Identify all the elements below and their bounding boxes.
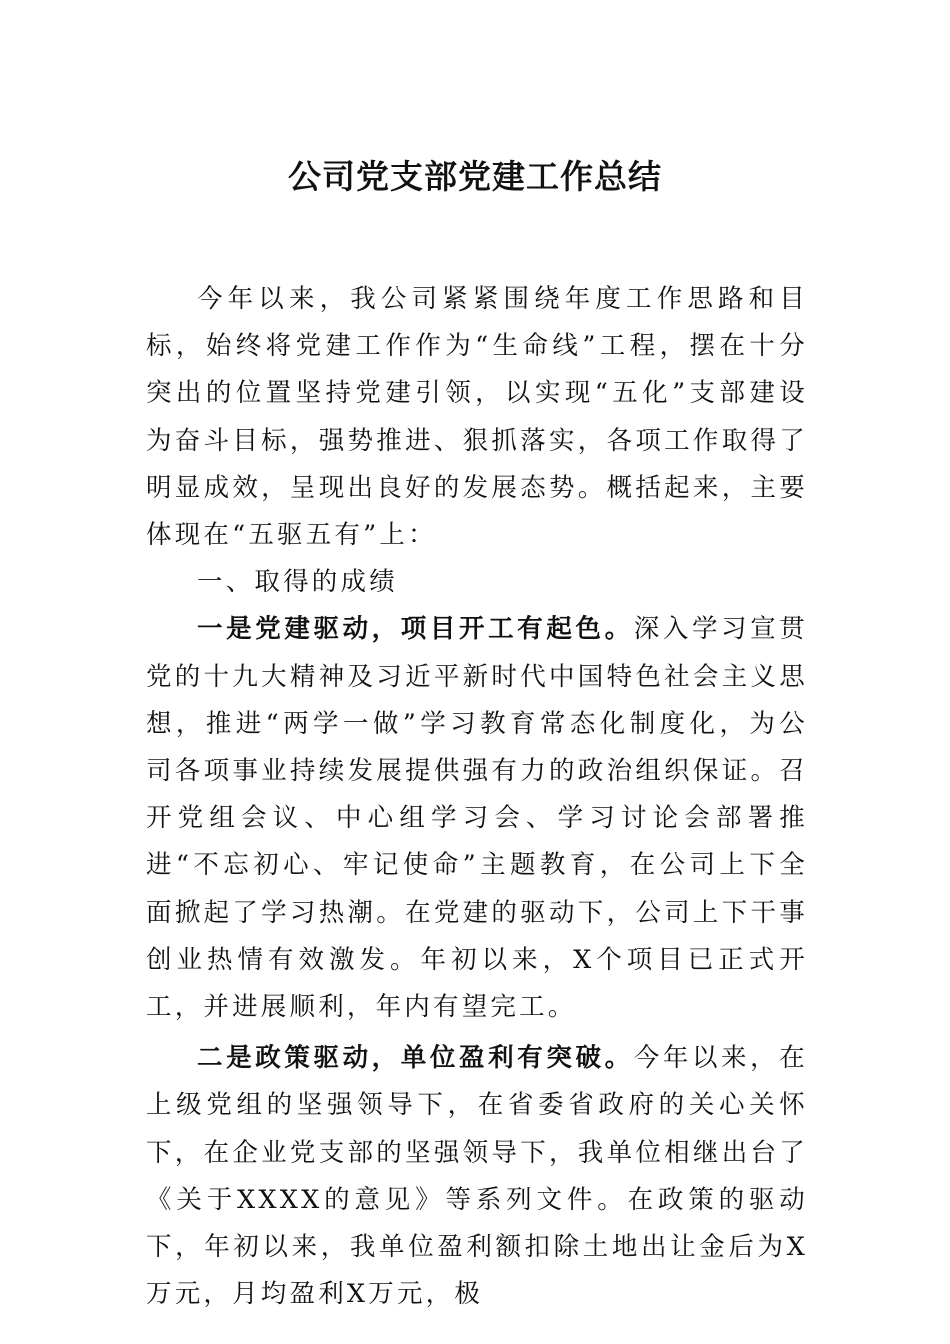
item-text-2: 今年以来，在上级党组的坚强领导下，在省委省政府的关心关怀下，在企业党支部的坚强领导下，我单位相继出台了《关于XXXX的意见》等系列文件。在政策的驱动下，年初以来，我单位盈利额扣除土地出让金后为X万元，月均盈利X万元，极 xyxy=(146,1043,808,1310)
section-heading: 一、取得的成绩 xyxy=(197,567,398,598)
item-paragraph-2 xyxy=(146,1035,808,1318)
document-body xyxy=(146,276,808,1318)
item-lead-1: 一是党建驱动，项目开工有起色。 xyxy=(197,614,634,645)
document-title: 公司党支部党建工作总结 xyxy=(288,157,662,196)
intro-paragraph: 今年以来，我公司紧紧围绕年度工作思路和目标，始终将党建工作作为“生命线”工程，摆在十分突出的位置坚持党建引领，以实现“五化”支部建设为奋斗目标，强势推进、狠抓落实，各项工作取得了明显成效，呈现出良好的发展态势。概括起来，主要体现在“五驱五有”上： xyxy=(146,284,808,551)
item-lead-2: 二是政策驱动，单位盈利有突破。 xyxy=(197,1043,634,1074)
item-paragraph-1 xyxy=(146,606,808,1031)
item-text-1: 深入学习宣贯党的十九大精神及习近平新时代中国特色社会主义思想，推进“两学一做”学习教育常态化制度化，为公司各项事业持续发展提供强有力的政治组织保证。召开党组会议、中心组学习会、学习讨论会部署推进“不忘初心、牢记使命”主题教育，在公司上下全面掀起了学习热潮。在党建的驱动下，公司上下干事创业热情有效激发。年初以来，X个项目已正式开工，并进展顺利，年内有望完工。 xyxy=(146,614,808,1023)
